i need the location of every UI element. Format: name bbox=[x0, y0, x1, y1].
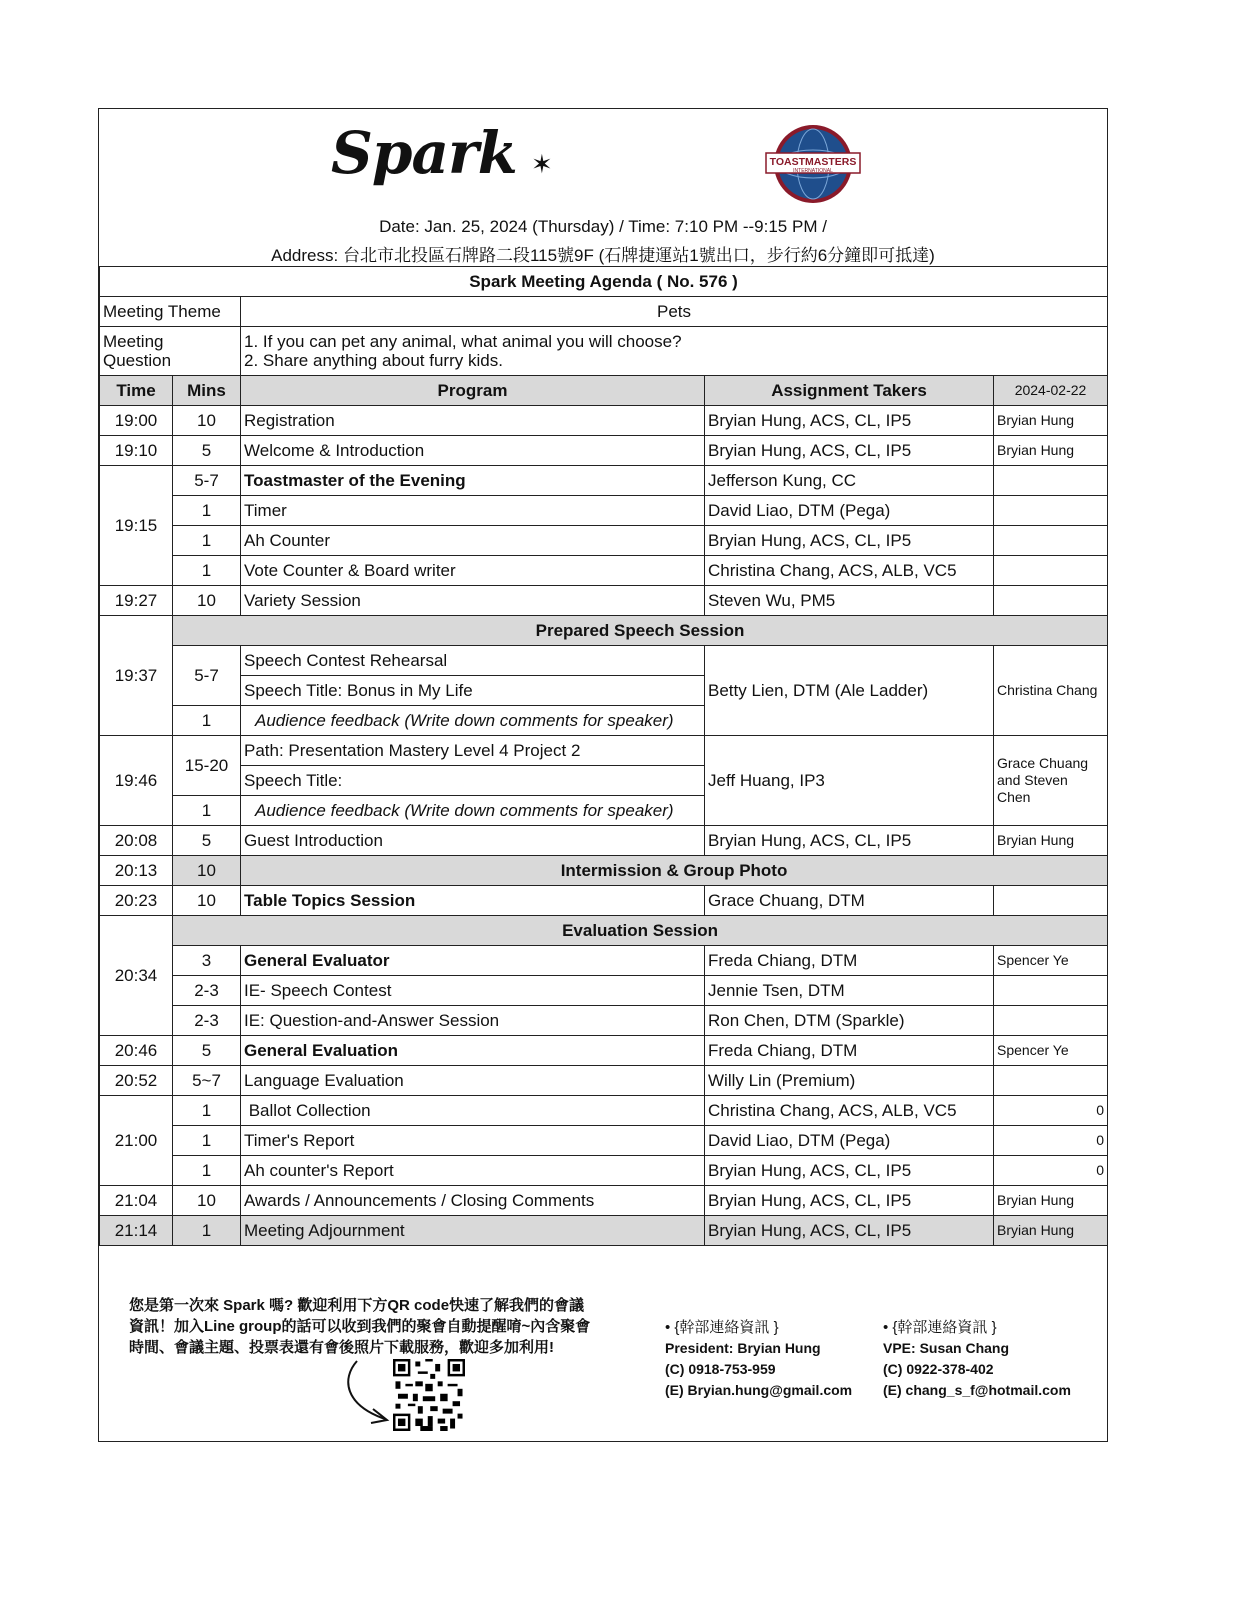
meeting-question-value: 1. If you can pet any animal, what animal you will choose? 2. Share anything about furry kids. bbox=[241, 327, 1108, 376]
table-row: 21:14 1 Meeting Adjournment Bryian Hung, ACS, CL, IP5 Bryian Hung bbox=[100, 1216, 1108, 1246]
agenda-table bbox=[99, 266, 1108, 1246]
table-row: 19:15 5-7 Toastmaster of the Evening Jefferson Kung, CC bbox=[100, 466, 1108, 496]
table-row: 2-3 IE- Speech Contest Jennie Tsen, DTM bbox=[100, 976, 1108, 1006]
table-row: 19:27 10 Variety Session Steven Wu, PM5 bbox=[100, 586, 1108, 616]
table-row: 21:04 10 Awards / Announcements / Closing Comments Bryian Hung, ACS, CL, IP5 Bryian Hung bbox=[100, 1186, 1108, 1216]
intermission-row: 20:13 10 Intermission & Group Photo bbox=[100, 856, 1108, 886]
meeting-theme-value: Pets bbox=[241, 297, 1108, 327]
evaluation-session-row: 20:34 Evaluation Session bbox=[100, 916, 1108, 946]
intro-text: 您是第一次來 Spark 嗎? 歡迎利用下方QR code快速了解我們的會議 資訊！加入Line group的話可以收到我們的聚會自動提醒唷~內含聚會 時間、會議主題、投票表還有會後照片下載服務，歡迎多加利用! bbox=[129, 1297, 591, 1356]
prepared-speech-row: 19:37 Prepared Speech Session bbox=[100, 616, 1108, 646]
table-row: Speech Title: bbox=[100, 766, 1108, 796]
toastmasters-emblem bbox=[764, 123, 862, 205]
table-row: 1 Audience feedback (Write down comments for speaker) bbox=[100, 706, 1108, 736]
table-row: 2-3 IE: Question-and-Answer Session Ron Chen, DTM (Sparkle) bbox=[100, 1006, 1108, 1036]
table-row: 19:46 15-20 Path: Presentation Mastery Level 4 Project 2 Jeff Huang, IP3 Grace Chuang and Steven Chen bbox=[100, 736, 1108, 766]
table-row: 1 Timer's Report David Liao, DTM (Pega) 0 bbox=[100, 1126, 1108, 1156]
spark-logo: Spark bbox=[331, 119, 517, 187]
header bbox=[99, 109, 1107, 266]
column-headers: Time Mins Program Assignment Takers 2024-02-22 bbox=[100, 376, 1108, 406]
table-row: 20:52 5~7 Language Evaluation Willy Lin (Premium) bbox=[100, 1066, 1108, 1096]
table-row: 20:08 5 Guest Introduction Bryian Hung, ACS, CL, IP5 Bryian Hung bbox=[100, 826, 1108, 856]
table-row: 19:00 10 Registration Bryian Hung, ACS, CL, IP5 Bryian Hung bbox=[100, 406, 1108, 436]
table-row: 1 Ah Counter Bryian Hung, ACS, CL, IP5 bbox=[100, 526, 1108, 556]
vpe-contact: • {幹部連絡資訊 } VPE: Susan Chang (C) 0922-378-402 (E) chang_s_f@hotmail.com bbox=[883, 1319, 1071, 1398]
table-row: 5-7 Speech Contest Rehearsal Betty Lien, DTM (Ale Ladder) Christina Chang bbox=[100, 646, 1108, 676]
table-row: 20:46 5 General Evaluation Freda Chiang, DTM Spencer Ye bbox=[100, 1036, 1108, 1066]
president-contact: • {幹部連絡資訊 } President: Bryian Hung (C) 0918-753-959 (E) Bryian.hung@gmail.com bbox=[665, 1319, 853, 1398]
table-row: 3 General Evaluator Freda Chiang, DTM Spencer Ye bbox=[100, 946, 1108, 976]
meeting-question-label: Meeting Question bbox=[100, 327, 241, 376]
footer bbox=[99, 1281, 1107, 1441]
table-row: 1 Timer David Liao, DTM (Pega) bbox=[100, 496, 1108, 526]
address-line: Address: 台北市北投區石牌路二段115號9F (石牌捷運站1號出口，步行約6分鐘即可抵達) bbox=[271, 246, 935, 265]
date-time-line: Date: Jan. 25, 2024 (Thursday) / Time: 7:10 PM --9:15 PM / bbox=[379, 217, 827, 236]
table-row: Speech Title: Bonus in My Life bbox=[100, 676, 1108, 706]
table-row: 1 Audience feedback (Write down comments for speaker) bbox=[100, 796, 1108, 826]
table-row: 1 Vote Counter & Board writer Christina Chang, ACS, ALB, VC5 bbox=[100, 556, 1108, 586]
agenda-title: Spark Meeting Agenda ( No. 576 ) bbox=[100, 267, 1108, 297]
spark-star-icon: ✶ bbox=[531, 149, 553, 179]
table-row: 1 Ah counter's Report Bryian Hung, ACS, CL, IP5 0 bbox=[100, 1156, 1108, 1186]
meeting-theme-label: Meeting Theme bbox=[100, 297, 241, 327]
agenda-sheet bbox=[98, 108, 1108, 1442]
qr-code-icon[interactable] bbox=[393, 1359, 465, 1431]
arrow-icon bbox=[339, 1357, 399, 1427]
table-row: 20:23 10 Table Topics Session Grace Chuang, DTM bbox=[100, 886, 1108, 916]
svg-text:INTERNATIONAL: INTERNATIONAL bbox=[793, 168, 833, 174]
table-row: 21:00 1 Ballot Collection Christina Chang, ACS, ALB, VC5 0 bbox=[100, 1096, 1108, 1126]
svg-text:TOASTMASTERS: TOASTMASTERS bbox=[769, 156, 857, 168]
table-row: 19:10 5 Welcome & Introduction Bryian Hung, ACS, CL, IP5 Bryian Hung bbox=[100, 436, 1108, 466]
